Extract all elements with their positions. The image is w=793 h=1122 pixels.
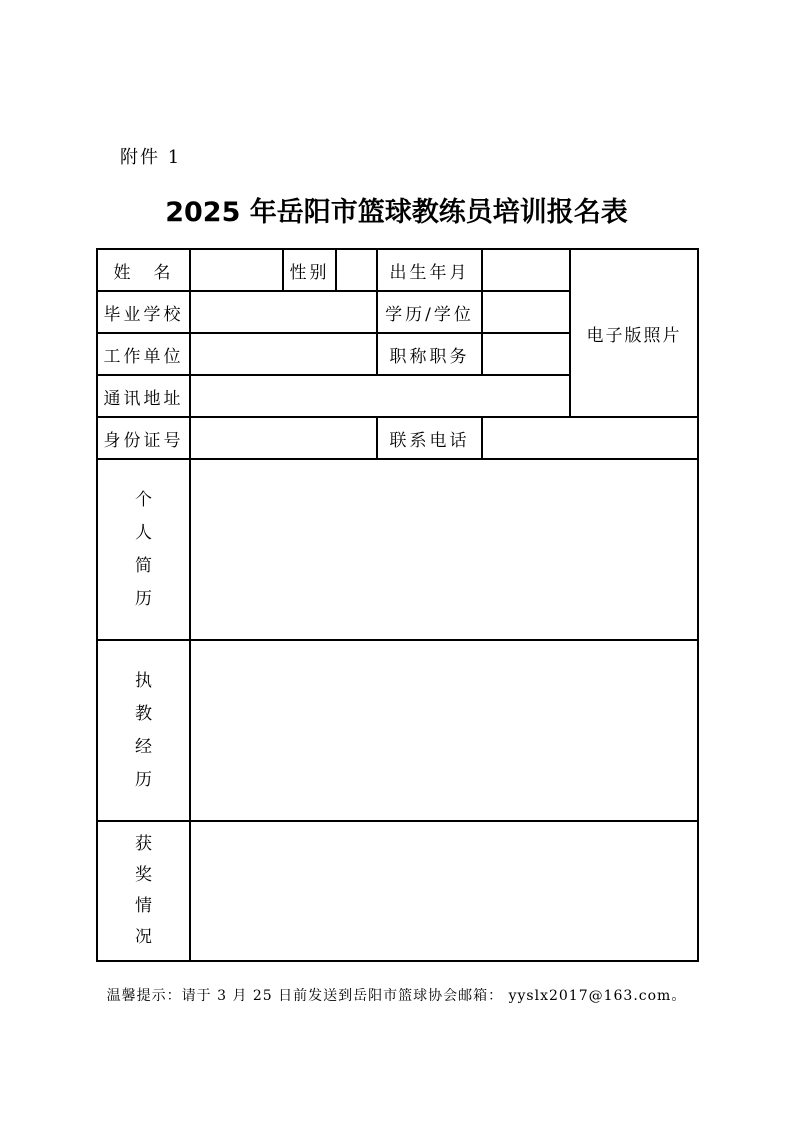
photo-label: 电子版照片 [586, 325, 682, 346]
id-label: 身份证号 [103, 430, 184, 451]
job-title-label: 职称职务 [389, 346, 470, 367]
workplace-input-cell[interactable] [190, 333, 377, 375]
coaching-label-cell [97, 640, 190, 821]
school-label-cell [97, 291, 190, 333]
form-row-awards [97, 821, 698, 961]
submission-notice: 温馨提示：请于 3 月 25 日前发送到岳阳市篮球协会邮箱： yyslx2017@163.com。 [106, 988, 687, 1004]
gender-label-cell [283, 249, 336, 291]
id-input-cell[interactable] [190, 417, 377, 459]
gender-label: 性别 [289, 262, 330, 283]
gender-field[interactable] [337, 250, 376, 290]
address-input-cell[interactable] [190, 375, 570, 417]
form-row-id [97, 417, 698, 459]
name-label-cell [97, 249, 190, 291]
form-row-coaching [97, 640, 698, 821]
name-label: 姓 名 [113, 262, 174, 283]
phone-field[interactable] [483, 418, 697, 458]
form-row-resume [97, 459, 698, 640]
birth-label-cell [377, 249, 482, 291]
education-input-cell[interactable] [482, 291, 570, 333]
resume-input-cell[interactable] [190, 459, 698, 640]
name-input-cell[interactable] [190, 249, 283, 291]
job-title-input-cell[interactable] [482, 333, 570, 375]
photo-cell[interactable] [570, 249, 698, 417]
school-input-cell[interactable] [190, 291, 377, 333]
job-title-label-cell [377, 333, 482, 375]
school-label: 毕业学校 [103, 304, 184, 325]
birth-label: 出生年月 [389, 262, 470, 283]
education-label: 学历/学位 [385, 304, 474, 325]
coaching-field[interactable] [191, 641, 697, 820]
coaching-input-cell[interactable] [190, 640, 698, 821]
address-label: 通讯地址 [103, 388, 184, 409]
id-number-field[interactable] [191, 418, 376, 458]
gender-input-cell[interactable] [336, 249, 377, 291]
birth-field[interactable] [483, 250, 569, 290]
resume-label-cell [97, 459, 190, 640]
birth-input-cell[interactable] [482, 249, 570, 291]
registration-form-table [96, 248, 699, 962]
awards-label-cell [97, 821, 190, 961]
job-title-field[interactable] [483, 334, 569, 374]
page-title: 2025 年岳阳市篮球教练员培训报名表 [165, 197, 628, 228]
school-field[interactable] [191, 292, 376, 332]
workplace-label-cell [97, 333, 190, 375]
coaching-label: 执教经历 [135, 670, 152, 790]
awards-input-cell[interactable] [190, 821, 698, 961]
workplace-label: 工作单位 [103, 346, 184, 367]
phone-input-cell[interactable] [482, 417, 698, 459]
phone-label-cell [377, 417, 482, 459]
address-field[interactable] [191, 376, 569, 416]
name-field[interactable] [191, 250, 282, 290]
awards-field[interactable] [191, 822, 697, 960]
id-label-cell [97, 417, 190, 459]
awards-label: 获奖情况 [135, 834, 152, 947]
address-label-cell [97, 375, 190, 417]
resume-field[interactable] [191, 460, 697, 639]
education-field[interactable] [483, 292, 569, 332]
resume-label: 个人简历 [135, 489, 152, 609]
attachment-label: 附件 1 [120, 147, 182, 168]
education-label-cell [377, 291, 482, 333]
workplace-field[interactable] [191, 334, 376, 374]
phone-label: 联系电话 [389, 430, 470, 451]
form-row-basic [97, 249, 698, 291]
